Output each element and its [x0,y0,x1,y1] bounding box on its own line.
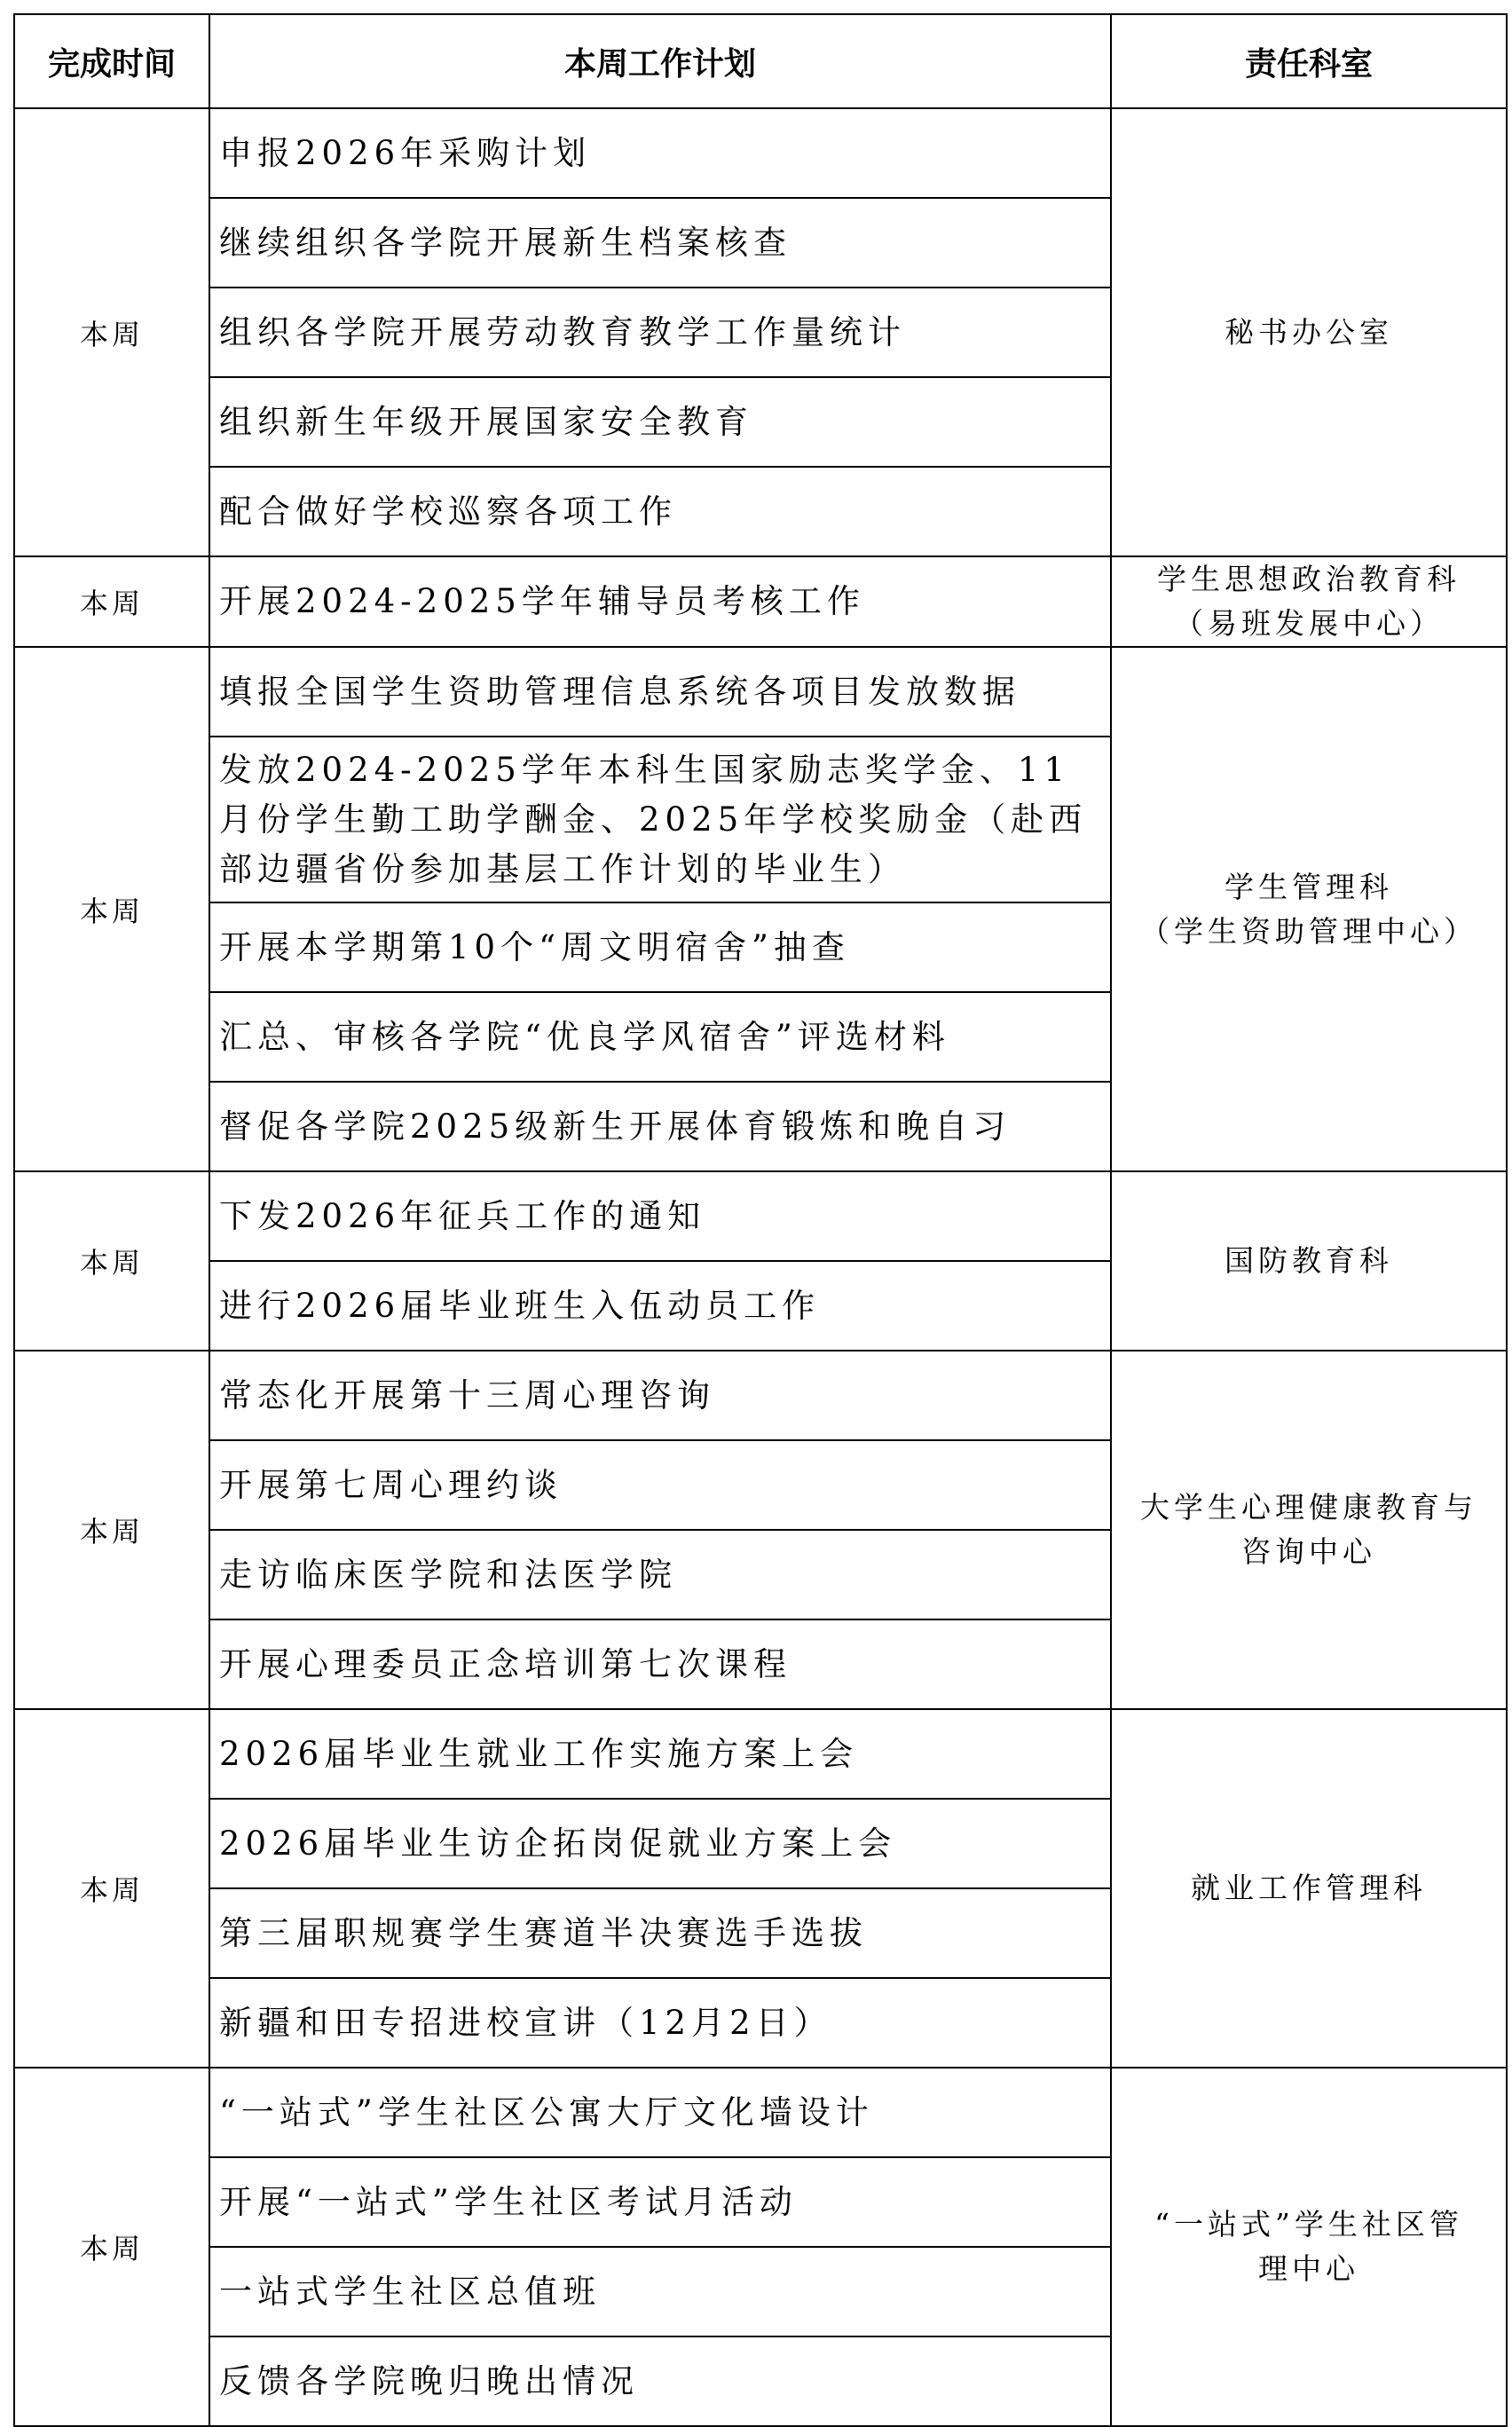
table-row [14,1709,1507,1799]
office-name: 学生思想政治教育科 [1157,562,1461,596]
table-header-row [14,14,1507,108]
task-cell: 下发2026年征兵工作的通知 [209,1171,1111,1261]
completion-time-cell: 本周 [14,108,209,556]
task-cell: 开展心理委员正念培训第七次课程 [209,1619,1111,1709]
responsible-office-cell [1111,1171,1507,1351]
responsible-office-cell [1111,1351,1507,1709]
task-cell: 进行2026届毕业班生入伍动员工作 [209,1261,1111,1351]
completion-time-cell: 本周 [14,1709,209,2068]
responsible-office-cell [1111,2068,1507,2426]
table-row [14,108,1507,198]
task-cell: 申报2026年采购计划 [209,108,1111,198]
office-name-sub: （学生资助管理中心） [1140,913,1477,949]
table-row [14,1171,1507,1261]
task-cell: 督促各学院2025级新生开展体育锻炼和晚自习 [209,1082,1111,1171]
office-name-sub: 咨询中心 [1241,1534,1376,1569]
header-completion-time: 完成时间 [14,14,209,108]
task-cell: 汇总、审核各学院“优良学风宿舍”评选材料 [209,992,1111,1082]
task-cell: 配合做好学校巡察各项工作 [209,467,1111,556]
task-cell: 组织新生年级开展国家安全教育 [209,377,1111,467]
task-cell: 反馈各学院晚归晚出情况 [209,2336,1111,2426]
responsible-office-cell [1111,556,1507,647]
task-cell: 发放2024-2025学年本科生国家励志奖学金、11月份学生勤工助学酬金、2025年学校奖励金（赴西部边疆省份参加基层工作计划的毕业生） [209,737,1111,902]
task-cell: 开展第七周心理约谈 [209,1440,1111,1530]
office-name: 学生管理科 [1225,869,1393,904]
office-name-sub: （易班发展中心） [1174,606,1444,641]
table-row [14,556,1507,647]
weekly-plan-document [13,13,1506,2427]
task-cell: 一站式学生社区总值班 [209,2247,1111,2336]
header-weekly-plan: 本周工作计划 [209,14,1111,108]
task-cell: 新疆和田专招进校宣讲（12月2日） [209,1978,1111,2068]
responsible-office-cell [1111,1709,1507,2068]
task-cell: 开展2024-2025学年辅导员考核工作 [209,556,1111,647]
task-cell: 开展“一站式”学生社区考试月活动 [209,2157,1111,2247]
task-cell: 填报全国学生资助管理信息系统各项目发放数据 [209,647,1111,737]
completion-time-cell: 本周 [14,2068,209,2426]
office-name-sub: 理中心 [1258,2251,1359,2286]
table-row [14,1351,1507,1440]
task-cell: 走访临床医学院和法医学院 [209,1530,1111,1619]
completion-time-cell: 本周 [14,647,209,1171]
completion-time-cell: 本周 [14,1351,209,1709]
task-cell: 第三届职规赛学生赛道半决赛选手选拔 [209,1888,1111,1978]
responsible-office-cell [1111,108,1507,556]
task-cell: 继续组织各学院开展新生档案核查 [209,198,1111,288]
table-row [14,2068,1507,2157]
task-cell: 常态化开展第十三周心理咨询 [209,1351,1111,1440]
task-cell: “一站式”学生社区公寓大厅文化墙设计 [209,2068,1111,2157]
table-row [14,647,1507,737]
office-name: 国防教育科 [1225,1243,1393,1278]
office-name: 秘书办公室 [1225,314,1393,350]
task-cell: 2026届毕业生访企拓岗促就业方案上会 [209,1799,1111,1888]
office-name: “一站式”学生社区管 [1154,2207,1463,2242]
task-cell: 开展本学期第10个“周文明宿舍”抽查 [209,902,1111,992]
task-cell: 组织各学院开展劳动教育教学工作量统计 [209,288,1111,377]
responsible-office-cell [1111,647,1507,1171]
completion-time-cell: 本周 [14,556,209,647]
office-name: 就业工作管理科 [1191,1871,1427,1905]
office-name: 大学生心理健康教育与 [1140,1490,1477,1525]
task-cell: 2026届毕业生就业工作实施方案上会 [209,1709,1111,1799]
completion-time-cell: 本周 [14,1171,209,1351]
weekly-plan-table [13,13,1508,2427]
header-responsible-office: 责任科室 [1111,14,1507,108]
